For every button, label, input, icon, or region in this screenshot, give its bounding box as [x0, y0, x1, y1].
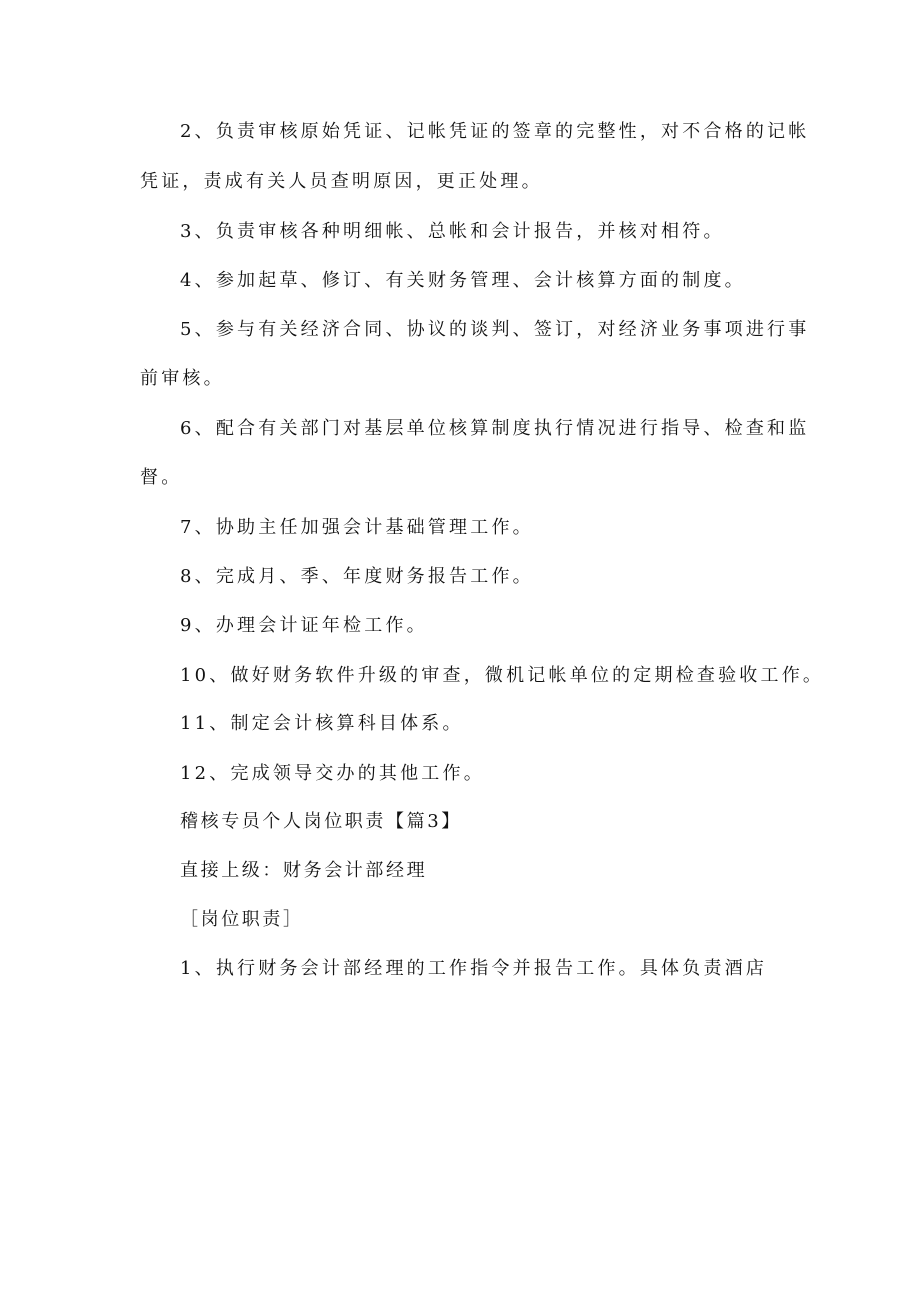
paragraph-9: 9、办理会计证年检工作。: [180, 615, 428, 636]
paragraph-2-line-2: 凭证，责成有关人员查明原因，更正处理。: [140, 171, 543, 192]
paragraph-5-line-1: 5、参与有关经济合同、协议的谈判、签订，对经济业务事项进行事: [180, 319, 810, 340]
section-title: 稽核专员个人岗位职责【篇3】: [180, 811, 462, 832]
duties-label: ［岗位职责］: [180, 909, 304, 930]
paragraph-2-line-1: 2、负责审核原始凭证、记帐凭证的签章的完整性，对不合格的记帐: [180, 121, 810, 142]
duty-item-1: 1、执行财务会计部经理的工作指令并报告工作。具体负责酒店: [180, 958, 768, 979]
paragraph-5-line-2: 前审核。: [140, 368, 225, 389]
paragraph-3: 3、负责审核各种明细帐、总帐和会计报告，并核对相符。: [180, 221, 725, 242]
paragraph-7: 7、协助主任加强会计基础管理工作。: [180, 517, 534, 538]
paragraph-8: 8、完成月、季、年度财务报告工作。: [180, 566, 534, 587]
paragraph-6-line-1: 6、配合有关部门对基层单位核算制度执行情况进行指导、检查和监: [180, 418, 810, 439]
direct-supervisor: 直接上级：财务会计部经理: [180, 860, 428, 881]
paragraph-11: 11、制定会计核算科目体系。: [180, 713, 464, 734]
paragraph-6-line-2: 督。: [140, 467, 183, 488]
paragraph-10: 10、做好财务软件升级的审查，微机记帐单位的定期检查验收工作。: [180, 665, 825, 686]
paragraph-12: 12、完成领导交办的其他工作。: [180, 763, 485, 784]
paragraph-4: 4、参加起草、修订、有关财务管理、会计核算方面的制度。: [180, 270, 746, 291]
